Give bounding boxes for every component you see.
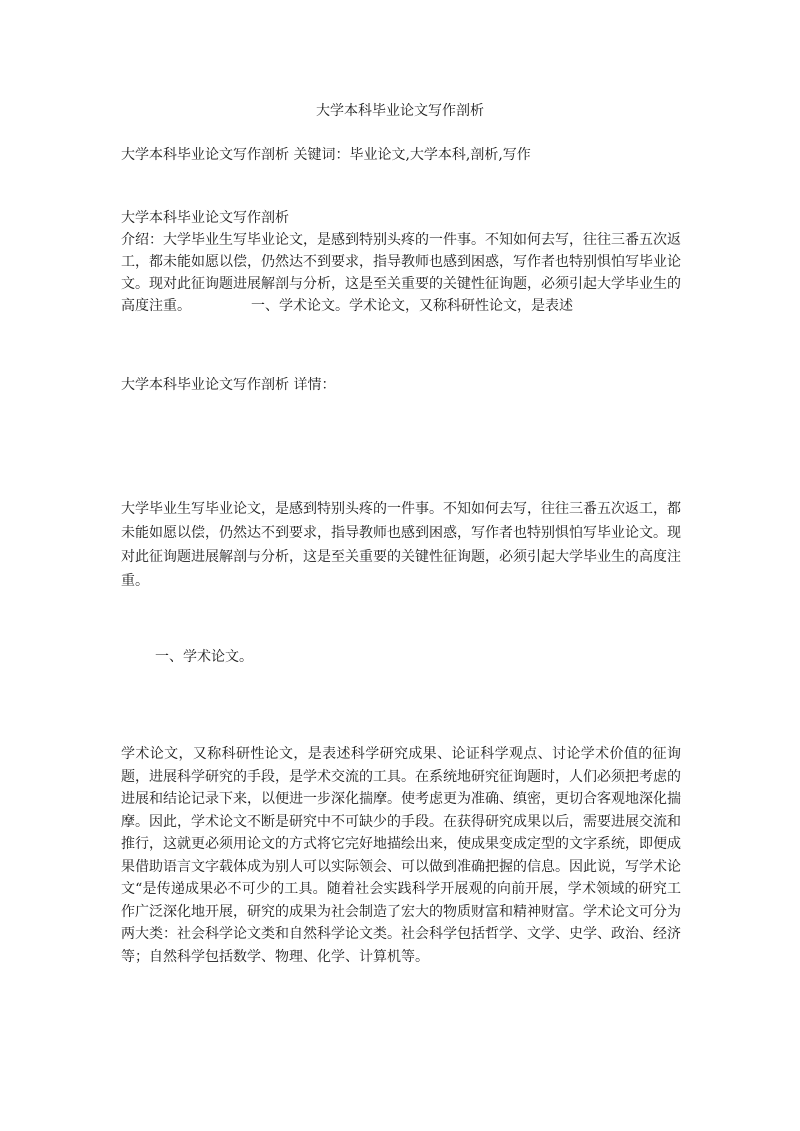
intro-block	[121, 207, 681, 317]
details-label: 大学本科毕业论文写作剖析 详情：	[121, 377, 336, 393]
paragraph-academic: 学术论文，又称科研性论文，是表述科学研究成果、论证科学观点、讨论学术价值的征询题，进展科学研究的手段，是学术交流的工具。在系统地研究征询题时，人们必须把考虑的进展和结论记录下来，以便进一步深化揣摩。使考虑更为准确、缜密，更切合客观地深化揣摩。因此，学术论文不断是研究中不可缺少的手段。在获得研究成果以后，需要进展交流和推行，这就更必须用论文的方式将它完好地描绘出来，使成果变成定型的文字系统，即便成果借助语言文字载体成为别人可以实际领会、可以做到准确把握的信息。因此说，写学术论文“是传递成果必不可少的工具。随着社会实践科学开展观的向前开展，学术领域的研究工作广泛深化地开展，研究的成果为社会制造了宏大的物质财富和精神财富。学术论文可分为两大类：社会科学论文类和自然科学论文类。社会科学包括哲学、文学、史学、政治、经济等；自然科学包括数学、物理、化学、计算机等。	[121, 746, 681, 965]
intro-text: 介绍：大学毕业生写毕业论文，是感到特别头疼的一件事。不知如何去写，往往三番五次返工，都未能如愿以偿，仍然达不到要求，指导教师也感到困惑，写作者也特别惧怕写毕业论文。现对此征询题进展解剖与分析，这是至关重要的关键性征询题，必须引起大学毕业生的高度注重。	[121, 232, 681, 314]
section-heading: 一、学术论文。	[155, 649, 253, 665]
keywords-line: 大学本科毕业论文写作剖析 关键词：毕业论文,大学本科,剖析,写作	[121, 147, 531, 163]
document-title: 大学本科毕业论文写作剖析	[316, 103, 484, 119]
intro-heading: 大学本科毕业论文写作剖析	[121, 210, 289, 226]
intro-section-inline: 一、学术论文。	[251, 298, 349, 314]
intro-tail: 学术论文，又称科研性论文，是表述	[349, 298, 573, 314]
intro-paragraph	[121, 229, 681, 317]
paragraph-intro: 大学毕业生写毕业论文，是感到特别头疼的一件事。不知如何去写，往往三番五次返工，都未能如愿以偿，仍然达不到要求，指导教师也感到困惑，写作者也特别惧怕写毕业论文。现对此征询题进展解剖与分析，这是至关重要的关键性征询题，必须引起大学毕业生的高度注重。	[121, 501, 681, 589]
